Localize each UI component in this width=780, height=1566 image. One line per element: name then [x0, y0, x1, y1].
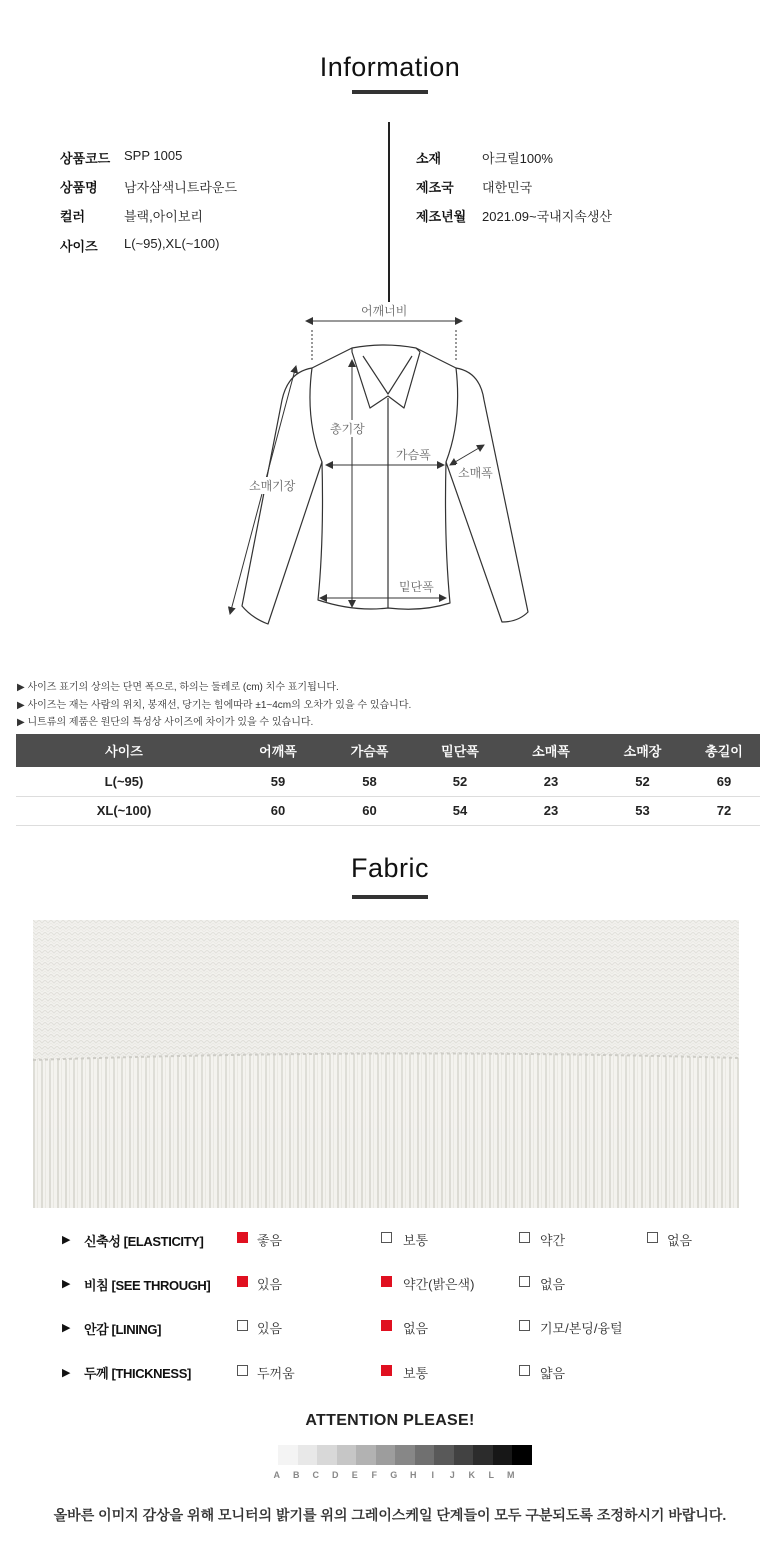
see-through-yes-label: 있음 [257, 1277, 283, 1292]
see-through-none-checkbox[interactable] [519, 1276, 530, 1287]
info-value-material: 아크릴100% [482, 151, 553, 166]
diagram-label-sleeve-length: 소매기장 [249, 479, 296, 493]
table-cell: 23 [505, 796, 597, 825]
elasticity-good-checkbox[interactable] [237, 1232, 248, 1243]
fabric-title-underline [352, 895, 428, 899]
fabric-texture-image [33, 920, 739, 1208]
grayscale-letter: L [488, 1470, 494, 1480]
grayscale-letter: H [410, 1470, 417, 1480]
attention-title: ATTENTION PLEASE! [305, 1412, 475, 1429]
see-through-slight-label: 약간(밝은색) [403, 1277, 475, 1292]
see-through-slight-checkbox[interactable] [381, 1276, 392, 1287]
table-cell: XL(~100) [16, 796, 232, 825]
thickness-normal-checkbox[interactable] [381, 1365, 392, 1376]
table-cell: 60 [324, 796, 415, 825]
grayscale-letter: F [371, 1470, 377, 1480]
lining-brushed-label: 기모/본딩/융털 [540, 1321, 623, 1336]
size-note-2: ▶ 사이즈는 재는 사람의 위치, 봉재선, 당기는 힘에따라 ±1~4cm의 오차가 있을 수 있습니다. [17, 700, 412, 711]
thickness-thick-checkbox[interactable] [237, 1365, 248, 1376]
grayscale-letter: K [468, 1470, 475, 1480]
grayscale-letter: I [431, 1470, 434, 1480]
table-cell: 72 [688, 796, 760, 825]
diagram-label-chest: 가슴폭 [396, 448, 431, 462]
diagram-label-total-length: 총기장 [330, 422, 365, 436]
information-title: Information [319, 52, 461, 82]
row-arrow-icon: ▶ [62, 1367, 71, 1379]
thickness-thick-label: 두꺼움 [257, 1366, 295, 1381]
info-value-code: SPP 1005 [124, 148, 183, 163]
table-cell: 52 [415, 767, 505, 796]
grayscale-letter: A [273, 1470, 280, 1480]
info-value-size: L(~95),XL(~100) [124, 236, 220, 251]
grayscale-swatch [278, 1445, 298, 1465]
row-arrow-icon: ▶ [62, 1322, 71, 1334]
info-label-material: 소재 [416, 151, 442, 166]
size-table-header [16, 734, 760, 767]
info-label-color: 컬러 [60, 209, 86, 224]
table-cell: 69 [688, 767, 760, 796]
information-title-underline [352, 90, 428, 94]
see-through-none-label: 없음 [540, 1277, 566, 1292]
header-sleeve-length: 소매장 [597, 734, 688, 767]
info-label-size: 사이즈 [60, 239, 98, 254]
lining-none-label: 없음 [403, 1321, 429, 1336]
thickness-normal-label: 보통 [403, 1366, 429, 1381]
header-size: 사이즈 [16, 734, 232, 767]
lining-none-checkbox[interactable] [381, 1320, 392, 1331]
monitor-brightness-note: 올바른 이미지 감상을 위해 모니터의 밝기를 위의 그레이스케일 단계들이 모두 구분되도록 조정하시기 바랍니다. [53, 1507, 727, 1523]
see-through-label: 비침 [SEE THROUGH] [84, 1278, 211, 1293]
size-note-3: ▶ 니트류의 제품은 원단의 특성상 사이즈에 차이가 있을 수 있습니다. [17, 717, 314, 728]
header-sleeve-width: 소매폭 [505, 734, 597, 767]
grayscale-swatch [473, 1445, 493, 1465]
thickness-label: 두께 [THICKNESS] [84, 1366, 191, 1381]
table-cell: 23 [505, 767, 597, 796]
grayscale-letter: C [312, 1470, 319, 1480]
diagram-label-shoulder: 어깨너비 [361, 304, 408, 318]
info-divider [388, 122, 390, 302]
grayscale-swatch [454, 1445, 474, 1465]
size-table [16, 734, 760, 826]
info-label-name: 상품명 [60, 180, 98, 195]
row-arrow-icon: ▶ [62, 1278, 71, 1290]
table-cell: L(~95) [16, 767, 232, 796]
size-note-1: ▶ 사이즈 표기의 상의는 단면 폭으로, 하의는 둘레로 (cm) 치수 표기됩니다. [17, 682, 339, 693]
info-value-color: 블랙,아이보리 [124, 209, 203, 224]
info-label-country: 제조국 [416, 180, 454, 195]
grayscale-swatch [415, 1445, 435, 1465]
thickness-thin-checkbox[interactable] [519, 1365, 530, 1376]
grayscale-swatch [337, 1445, 357, 1465]
info-label-date: 제조년월 [416, 209, 467, 224]
grayscale-swatch [434, 1445, 454, 1465]
fabric-title: Fabric [350, 853, 429, 883]
lining-brushed-checkbox[interactable] [519, 1320, 530, 1331]
elasticity-label: 신축성 [ELASTICITY] [84, 1234, 204, 1249]
elasticity-normal-label: 보통 [403, 1233, 429, 1248]
table-cell: 52 [597, 767, 688, 796]
elasticity-none-label: 없음 [667, 1233, 693, 1248]
elasticity-none-checkbox[interactable] [647, 1232, 658, 1243]
table-cell: 59 [232, 767, 324, 796]
header-hem: 밑단폭 [415, 734, 505, 767]
diagram-label-sleeve-width: 소매폭 [458, 466, 493, 480]
lining-yes-label: 있음 [257, 1321, 283, 1336]
table-cell: 54 [415, 796, 505, 825]
grayscale-swatch [356, 1445, 376, 1465]
grayscale-swatch [298, 1445, 318, 1465]
diagram-label-hem: 밑단폭 [399, 580, 434, 594]
grayscale-swatch [317, 1445, 337, 1465]
lining-label: 안감 [LINING] [84, 1322, 162, 1337]
info-value-name: 남자삼색니트라운드 [124, 180, 238, 195]
thickness-thin-label: 얇음 [540, 1366, 566, 1381]
grayscale-letter: B [293, 1470, 300, 1480]
row-arrow-icon: ▶ [62, 1234, 71, 1246]
grayscale-letter: E [351, 1470, 358, 1480]
elasticity-slight-checkbox[interactable] [519, 1232, 530, 1243]
elasticity-normal-checkbox[interactable] [381, 1232, 392, 1243]
table-row [16, 796, 760, 825]
header-shoulder: 어깨폭 [232, 734, 324, 767]
elasticity-slight-label: 약간 [540, 1233, 566, 1248]
header-total-length: 총길이 [688, 734, 760, 767]
grayscale-swatch [493, 1445, 513, 1465]
table-cell: 53 [597, 796, 688, 825]
table-row [16, 767, 760, 796]
garment-measurement-diagram [0, 290, 780, 640]
table-cell: 58 [324, 767, 415, 796]
grayscale-letter: M [507, 1470, 515, 1480]
grayscale-swatch [512, 1445, 532, 1465]
info-label-code: 상품코드 [60, 151, 111, 166]
lining-yes-checkbox[interactable] [237, 1320, 248, 1331]
grayscale-letter: G [390, 1470, 398, 1480]
grayscale-letter: D [332, 1470, 339, 1480]
elasticity-good-label: 좋음 [257, 1233, 283, 1248]
info-value-country: 대한민국 [482, 180, 533, 195]
grayscale-swatch [395, 1445, 415, 1465]
header-chest: 가슴폭 [324, 734, 415, 767]
info-value-date: 2021.09~국내지속생산 [482, 209, 612, 224]
table-cell: 60 [232, 796, 324, 825]
grayscale-swatch [376, 1445, 396, 1465]
see-through-yes-checkbox[interactable] [237, 1276, 248, 1287]
grayscale-letter: J [449, 1470, 455, 1480]
